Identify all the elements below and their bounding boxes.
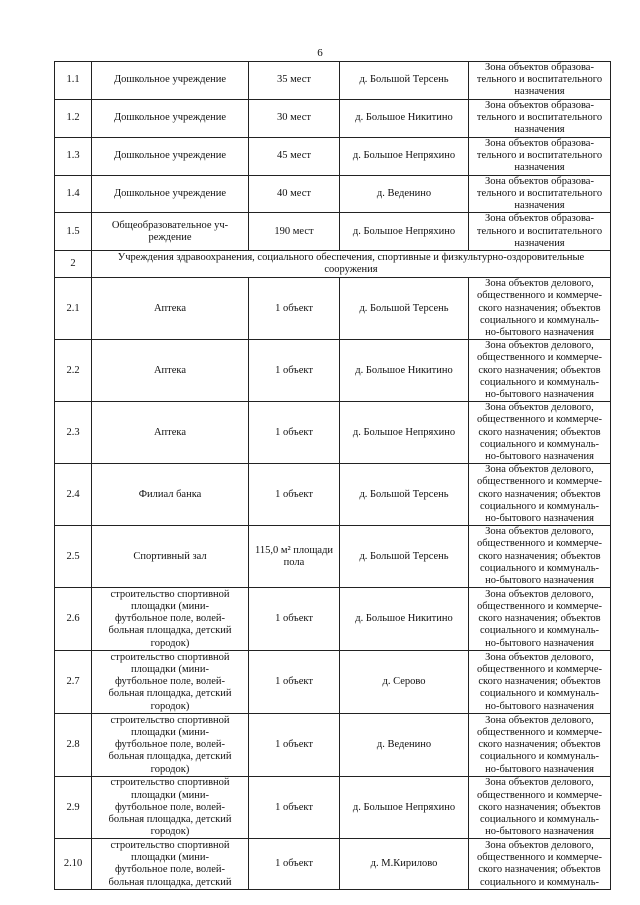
- object-name: [92, 137, 249, 175]
- section-header-row: [55, 251, 611, 278]
- zone-line: ского назначения; объектов: [478, 739, 601, 751]
- zone-line: назначения: [514, 200, 565, 212]
- zone-line: но-бытового назначения: [485, 700, 594, 712]
- object-name-line: больная площадка, детский: [108, 876, 232, 888]
- zone-line: общественного и коммерче-: [476, 538, 603, 550]
- zone-line: общественного и коммерче-: [476, 726, 603, 738]
- capacity-line: пола: [283, 556, 305, 568]
- object-name-line: площадки (мини-: [130, 789, 210, 801]
- zone: [469, 651, 611, 714]
- capacity-line: 1 объект: [275, 302, 313, 314]
- capacity: [249, 777, 340, 839]
- row-number: 2.3: [55, 402, 92, 464]
- zone-line: Зона объектов делового,: [485, 839, 594, 851]
- zone-line: Зона объектов делового,: [485, 526, 594, 538]
- row-number: 2.7: [55, 651, 92, 714]
- object-name: [92, 213, 249, 251]
- zone-line: социального и коммуналь-: [479, 562, 600, 574]
- zone-line: Зона объектов делового,: [485, 777, 594, 789]
- table-row: [55, 340, 611, 402]
- object-name-line: футбольное поле, волей-: [114, 801, 226, 813]
- section-title-line: сооружения: [324, 264, 378, 276]
- zone-line: общественного и коммерче-: [476, 600, 603, 612]
- zone-line: назначения: [514, 162, 565, 174]
- zone-line: социального и коммуналь-: [479, 876, 600, 888]
- object-name-line: площадки (мини-: [130, 726, 210, 738]
- capacity: [249, 340, 340, 402]
- zone: [469, 213, 611, 251]
- zone-line: социального и коммуналь-: [479, 376, 600, 388]
- object-name-line: городок): [150, 763, 190, 775]
- row-number: 2.1: [55, 278, 92, 340]
- zone-line: тельного и воспитательного: [476, 225, 603, 237]
- object-name-line: Дошкольное учреждение: [113, 74, 227, 86]
- capacity-line: 115,0 м² площади: [254, 544, 334, 556]
- zone-line: ского назначения; объектов: [478, 302, 601, 314]
- capacity: [249, 137, 340, 175]
- capacity-line: 1 объект: [275, 613, 313, 625]
- location: д. Большое Непряхино: [340, 213, 469, 251]
- zone-line: Зона объектов образова-: [485, 213, 594, 225]
- object-name-line: Дошкольное учреждение: [113, 187, 227, 199]
- table-row: [55, 175, 611, 213]
- zone-line: но-бытового назначения: [485, 826, 594, 838]
- object-name-line: Аптека: [153, 364, 187, 376]
- object-name-line: больная площадка, детский: [108, 751, 232, 763]
- capacity-line: 45 мест: [277, 150, 311, 161]
- zone-line: но-бытового назначения: [485, 327, 594, 339]
- capacity-line: 1 объект: [275, 364, 313, 376]
- object-name: [92, 99, 249, 137]
- zone: [469, 839, 611, 890]
- row-number: 1.5: [55, 213, 92, 251]
- capacity: [249, 402, 340, 464]
- object-name-line: футбольное поле, волей-: [114, 613, 226, 625]
- zone-line: тельного и воспитательного: [476, 187, 603, 199]
- row-number: 2.2: [55, 340, 92, 402]
- table-row: [55, 62, 611, 100]
- zone-line: социального и коммуналь-: [479, 500, 600, 512]
- capacity: [249, 213, 340, 251]
- object-name-line: городок): [150, 637, 190, 649]
- zone-line: ского назначения; объектов: [478, 550, 601, 562]
- zone-line: тельного и воспитательного: [476, 74, 603, 86]
- table-row: [55, 839, 611, 890]
- zone-line: ского назначения; объектов: [478, 364, 601, 376]
- capacity: [249, 175, 340, 213]
- section-title-line: Учреждения здравоохранения, социального обеспечения, спортивные и физкультурно-оздоровительные: [117, 252, 585, 264]
- object-name-line: строительство спортивной: [110, 777, 230, 789]
- section-title: [92, 251, 611, 278]
- table-row: [55, 651, 611, 714]
- object-name: [92, 839, 249, 890]
- zone-line: ского назначения; объектов: [478, 488, 601, 500]
- table-row: [55, 402, 611, 464]
- object-name-line: Аптека: [153, 426, 187, 438]
- row-number: 2.9: [55, 777, 92, 839]
- zone-line: но-бытового назначения: [485, 389, 594, 401]
- zone: [469, 526, 611, 588]
- object-name-line: городок): [150, 700, 190, 712]
- planned-objects-table: [54, 61, 611, 890]
- zone-line: Зона объектов делового,: [485, 588, 594, 600]
- location: д. Большое Непряхино: [340, 777, 469, 839]
- capacity: [249, 526, 340, 588]
- location: д. Большой Терсень: [340, 526, 469, 588]
- row-number: 2.10: [55, 839, 92, 890]
- zone: [469, 99, 611, 137]
- zone-line: Зона объектов делового,: [485, 464, 594, 476]
- location: д. Большое Непряхино: [340, 137, 469, 175]
- zone-line: но-бытового назначения: [485, 763, 594, 775]
- zone-line: Зона объектов делового,: [485, 651, 594, 663]
- capacity-line: 1 объект: [275, 739, 313, 751]
- location: д. Большое Никитино: [340, 340, 469, 402]
- capacity-line: 30 мест: [277, 112, 311, 123]
- zone: [469, 588, 611, 651]
- zone-line: социального и коммуналь-: [479, 625, 600, 637]
- zone-line: ского назначения; объектов: [478, 613, 601, 625]
- object-name-line: больная площадка, детский: [108, 625, 232, 637]
- zone-line: Зона объектов образова-: [485, 99, 594, 111]
- capacity: [249, 651, 340, 714]
- table-row: [55, 99, 611, 137]
- row-number: 2.8: [55, 714, 92, 777]
- object-name-line: футбольное поле, волей-: [114, 739, 226, 751]
- object-name: [92, 526, 249, 588]
- zone-line: ского назначения; объектов: [478, 801, 601, 813]
- capacity: [249, 714, 340, 777]
- capacity-line: 1 объект: [275, 801, 313, 813]
- object-name-line: площадки (мини-: [130, 852, 210, 864]
- zone-line: социального и коммуналь-: [479, 314, 600, 326]
- table-row: [55, 777, 611, 839]
- zone-line: Зона объектов делового,: [485, 278, 594, 290]
- table-row: [55, 714, 611, 777]
- section-number: 2: [55, 251, 92, 278]
- zone-line: социального и коммуналь-: [479, 438, 600, 450]
- zone-line: но-бытового назначения: [485, 637, 594, 649]
- object-name-line: Дошкольное учреждение: [113, 150, 227, 161]
- location: д. Веденино: [340, 175, 469, 213]
- capacity-line: 190 мест: [274, 225, 314, 237]
- object-name-line: Аптека: [153, 302, 187, 314]
- zone-line: ского назначения; объектов: [478, 676, 601, 688]
- capacity: [249, 464, 340, 526]
- object-name: [92, 464, 249, 526]
- capacity-line: 1 объект: [275, 488, 313, 500]
- page-number: 6: [317, 47, 323, 59]
- zone-line: но-бытового назначения: [485, 575, 594, 587]
- zone-line: Зона объектов образова-: [485, 62, 594, 73]
- table-row: [55, 526, 611, 588]
- capacity-line: 1 объект: [275, 858, 313, 870]
- zone-line: общественного и коммерче-: [476, 476, 603, 488]
- object-name-line: строительство спортивной: [110, 651, 230, 663]
- zone: [469, 714, 611, 777]
- capacity: [249, 278, 340, 340]
- zone: [469, 402, 611, 464]
- zone-line: общественного и коммерче-: [476, 290, 603, 302]
- zone-line: общественного и коммерче-: [476, 663, 603, 675]
- zone-line: ского назначения; объектов: [478, 426, 601, 438]
- table-row: [55, 588, 611, 651]
- capacity-line: 1 объект: [275, 676, 313, 688]
- object-name: [92, 278, 249, 340]
- location: д. Большой Терсень: [340, 464, 469, 526]
- row-number: 1.4: [55, 175, 92, 213]
- table-row: [55, 464, 611, 526]
- object-name-line: футбольное поле, волей-: [114, 864, 226, 876]
- table-row: [55, 278, 611, 340]
- table-row: [55, 213, 611, 251]
- zone-line: назначения: [514, 124, 565, 136]
- zone-line: тельного и воспитательного: [476, 150, 603, 161]
- location: д. Большое Никитино: [340, 588, 469, 651]
- row-number: 1.1: [55, 62, 92, 100]
- table-body: [55, 62, 611, 890]
- zone-line: Зона объектов делового,: [485, 714, 594, 726]
- zone-line: социального и коммуналь-: [479, 813, 600, 825]
- zone-line: Зона объектов делового,: [485, 402, 594, 414]
- zone: [469, 464, 611, 526]
- zone-line: назначения: [514, 237, 565, 249]
- object-name-line: площадки (мини-: [130, 663, 210, 675]
- location: д. Серово: [340, 651, 469, 714]
- object-name: [92, 62, 249, 100]
- zone-line: общественного и коммерче-: [476, 789, 603, 801]
- zone-line: общественного и коммерче-: [476, 852, 603, 864]
- capacity: [249, 62, 340, 100]
- zone: [469, 62, 611, 100]
- capacity-line: 40 мест: [277, 187, 311, 199]
- zone-line: Зона объектов образова-: [485, 175, 594, 187]
- row-number: 2.6: [55, 588, 92, 651]
- object-name-line: футбольное поле, волей-: [114, 676, 226, 688]
- zone-line: социального и коммуналь-: [479, 688, 600, 700]
- row-number: 1.2: [55, 99, 92, 137]
- location: д. Большой Терсень: [340, 62, 469, 100]
- object-name: [92, 340, 249, 402]
- location: д. Большой Терсень: [340, 278, 469, 340]
- object-name-line: больная площадка, детский: [108, 688, 232, 700]
- zone-line: но-бытового назначения: [485, 451, 594, 463]
- location: д. Большое Непряхино: [340, 402, 469, 464]
- zone-line: социального и коммуналь-: [479, 751, 600, 763]
- row-number: 2.4: [55, 464, 92, 526]
- zone-line: общественного и коммерче-: [476, 352, 603, 364]
- object-name-line: Дошкольное учреждение: [113, 112, 227, 123]
- zone: [469, 340, 611, 402]
- object-name-line: Общеобразовательное уч-: [111, 219, 229, 231]
- zone: [469, 278, 611, 340]
- location: д. Веденино: [340, 714, 469, 777]
- object-name-line: строительство спортивной: [110, 839, 230, 851]
- zone: [469, 777, 611, 839]
- table-row: [55, 137, 611, 175]
- zone-line: Зона объектов образова-: [485, 137, 594, 149]
- capacity: [249, 99, 340, 137]
- zone: [469, 175, 611, 213]
- zone: [469, 137, 611, 175]
- row-number: 1.3: [55, 137, 92, 175]
- object-name-line: реждение: [148, 231, 192, 243]
- location: д. Большое Никитино: [340, 99, 469, 137]
- object-name-line: строительство спортивной: [110, 714, 230, 726]
- object-name-line: больная площадка, детский: [108, 813, 232, 825]
- object-name-line: Спортивный зал: [133, 550, 207, 562]
- object-name-line: строительство спортивной: [110, 588, 230, 600]
- location: д. М.Кирилово: [340, 839, 469, 890]
- capacity-line: 1 объект: [275, 426, 313, 438]
- object-name-line: площадки (мини-: [130, 600, 210, 612]
- object-name: [92, 402, 249, 464]
- object-name: [92, 777, 249, 839]
- row-number: 2.5: [55, 526, 92, 588]
- zone-line: общественного и коммерче-: [476, 414, 603, 426]
- zone-line: но-бытового назначения: [485, 513, 594, 525]
- object-name-line: городок): [150, 826, 190, 838]
- capacity-line: 35 мест: [277, 74, 311, 86]
- zone-line: назначения: [514, 86, 565, 98]
- zone-line: Зона объектов делового,: [485, 340, 594, 352]
- object-name: [92, 175, 249, 213]
- capacity: [249, 839, 340, 890]
- object-name: [92, 588, 249, 651]
- object-name-line: Филиал банка: [138, 488, 202, 500]
- object-name: [92, 651, 249, 714]
- capacity: [249, 588, 340, 651]
- object-name: [92, 714, 249, 777]
- zone-line: ского назначения; объектов: [478, 864, 601, 876]
- zone-line: тельного и воспитательного: [476, 112, 603, 123]
